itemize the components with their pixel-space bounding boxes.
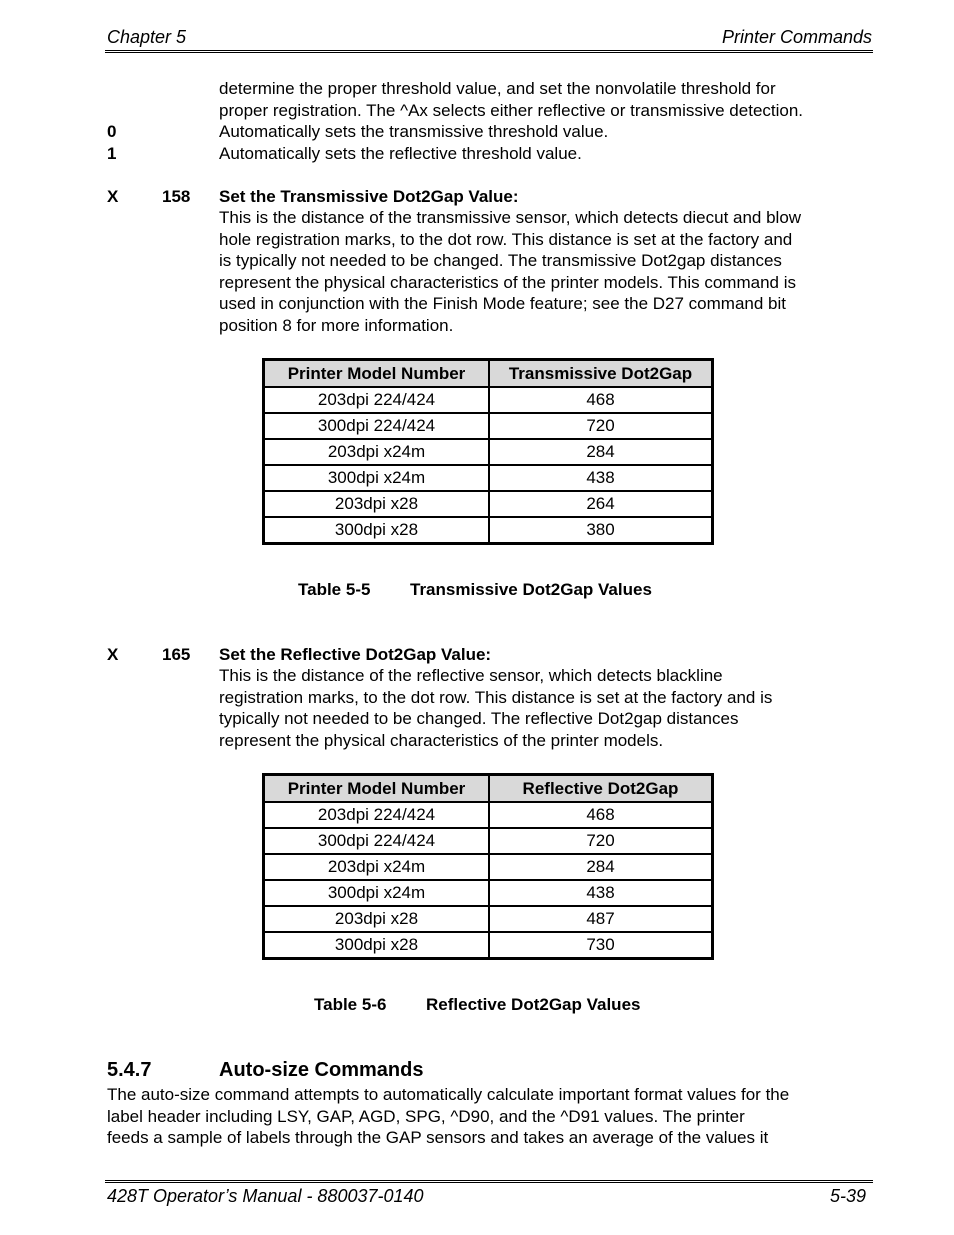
table-cell: 300dpi 224/424 [264, 828, 490, 854]
footer-rule [105, 1180, 873, 1183]
cmd-desc-line: represent the physical characteristics of the printer models. [219, 731, 664, 750]
table-cell: 730 [489, 932, 713, 959]
table-row [264, 932, 713, 959]
cmd-letter: X [107, 645, 119, 664]
table-cell: 203dpi x24m [264, 439, 490, 465]
table-caption-label: Table 5-6 [314, 995, 387, 1014]
table-row [264, 802, 713, 828]
table-cell: 438 [489, 880, 713, 906]
table-caption-title: Reflective Dot2Gap Values [426, 995, 641, 1014]
cmd-letter: X [107, 187, 119, 206]
table-cell: 720 [489, 413, 713, 439]
table-cell: 284 [489, 439, 713, 465]
cmd-title: Set the Transmissive Dot2Gap Value: [219, 187, 519, 206]
cmd-desc-line: hole registration marks, to the dot row. This distance is set at the factory and [219, 230, 793, 249]
table-row [264, 387, 713, 413]
table-header-row [264, 775, 713, 803]
table-cell: 468 [489, 387, 713, 413]
option-text: Automatically sets the reflective threshold value. [219, 144, 582, 163]
table-cell: 720 [489, 828, 713, 854]
cmd-desc-line: is typically not needed to be changed. The transmissive Dot2gap distances [219, 251, 782, 270]
table-cell: 284 [489, 854, 713, 880]
table-cell: 300dpi x28 [264, 932, 490, 959]
table-row [264, 439, 713, 465]
option-key: 0 [107, 122, 117, 141]
column-header: Reflective Dot2Gap [489, 775, 713, 803]
header-section: Printer Commands [721, 27, 872, 47]
reflective-dot2gap-table [262, 773, 714, 960]
section-body-line: label header including LSY, GAP, AGD, SPG, ^D90, and the ^D91 values. The printer [107, 1107, 745, 1126]
table-header-row [264, 360, 713, 388]
column-header: Printer Model Number [264, 360, 490, 388]
footer-page-number: 5-39 [829, 1186, 866, 1206]
cmd-desc-line: represent the physical characteristics of the printer models. This command is [219, 273, 796, 292]
cmd-desc-line: position 8 for more information. [219, 316, 454, 335]
table-cell: 203dpi 224/424 [264, 387, 490, 413]
section-body-line: feeds a sample of labels through the GAP sensors and takes an average of the values it [107, 1128, 769, 1147]
header-chapter: Chapter 5 [107, 27, 187, 47]
table-cell: 203dpi x28 [264, 906, 490, 932]
table-cell: 468 [489, 802, 713, 828]
option-key: 1 [107, 144, 117, 163]
table-row [264, 880, 713, 906]
cmd-number: 165 [162, 645, 191, 664]
cmd-desc-line: This is the distance of the transmissive sensor, which detects diecut and blow [219, 208, 802, 227]
cmd-title: Set the Reflective Dot2Gap Value: [219, 645, 492, 664]
table-row [264, 854, 713, 880]
table-cell: 264 [489, 491, 713, 517]
cmd-desc-line: This is the distance of the reflective sensor, which detects blackline [219, 666, 723, 685]
table-row [264, 491, 713, 517]
table-cell: 487 [489, 906, 713, 932]
table-cell: 300dpi x24m [264, 880, 490, 906]
table-cell: 203dpi x24m [264, 854, 490, 880]
table-cell: 300dpi x24m [264, 465, 490, 491]
cmd-number: 158 [162, 187, 191, 206]
section-body-line: The auto-size command attempts to automatically calculate important format values for the [107, 1085, 790, 1104]
column-header: Printer Model Number [264, 775, 490, 803]
cmd-desc-line: registration marks, to the dot row. This distance is set at the factory and is [219, 688, 773, 707]
cmd-desc-line: typically not needed to be changed. The reflective Dot2gap distances [219, 709, 739, 728]
footer-manual: 428T Operator’s Manual - 880037-0140 [107, 1186, 424, 1206]
table-row [264, 517, 713, 544]
table-row [264, 465, 713, 491]
table-cell: 380 [489, 517, 713, 544]
table-row [264, 413, 713, 439]
table-cell: 438 [489, 465, 713, 491]
transmissive-dot2gap-table [262, 358, 714, 545]
column-header: Transmissive Dot2Gap [489, 360, 713, 388]
table-row [264, 906, 713, 932]
table-cell: 203dpi x28 [264, 491, 490, 517]
header-rule [105, 50, 873, 53]
intro-line: determine the proper threshold value, and set the nonvolatile threshold for [219, 79, 776, 98]
section-number: 5.4.7 [107, 1059, 152, 1081]
table-cell: 300dpi 224/424 [264, 413, 490, 439]
intro-line: proper registration. The ^Ax selects either reflective or transmissive detection. [219, 101, 804, 120]
cmd-desc-line: used in conjunction with the Finish Mode feature; see the D27 command bit [219, 294, 786, 313]
option-text: Automatically sets the transmissive threshold value. [219, 122, 609, 141]
table-cell: 300dpi x28 [264, 517, 490, 544]
table-caption-title: Transmissive Dot2Gap Values [410, 580, 652, 599]
section-title: Auto-size Commands [219, 1059, 424, 1081]
table-cell: 203dpi 224/424 [264, 802, 490, 828]
table-row [264, 828, 713, 854]
table-caption-label: Table 5-5 [298, 580, 371, 599]
